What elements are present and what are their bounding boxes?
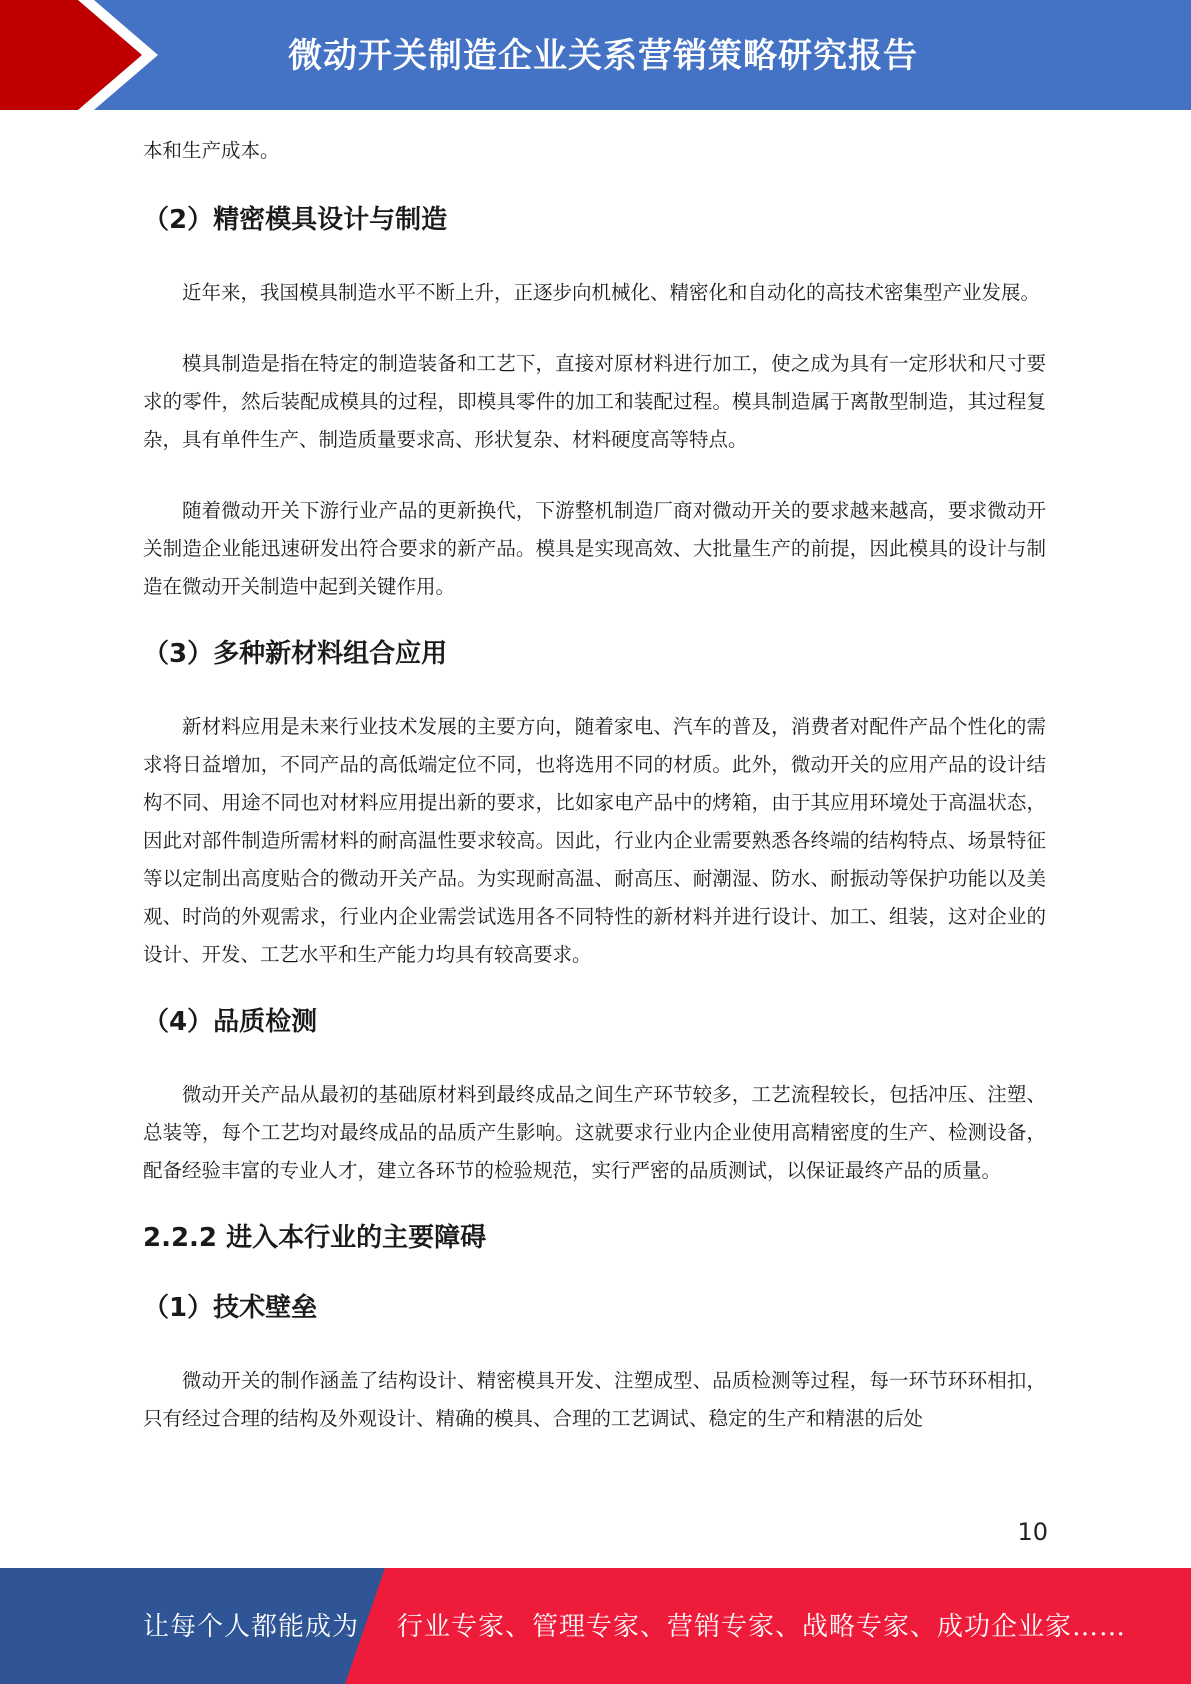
footer-banner (0, 1568, 1191, 1684)
section-heading-1: （1）技术壁垒 (143, 1293, 318, 1323)
footer-slogan-right: 行业专家、管理专家、营销专家、战略专家、成功企业家…… (397, 1612, 1127, 1642)
paragraph: 新材料应用是未来行业技术发展的主要方向，随着家电、汽车的普及，消费者对配件产品个性化的需求将日益增加，不同产品的高低端定位不同，也将选用不同的材质。此外，微动开关的应用产品的设计结构不同、用途不同也对材料应用提出新的要求，比如家电产品中的烤箱，由于其应用环境处于高温状态，因此对部件制造所需材料的耐高温性要求较高。因此，行业内企业需要熟悉各终端的结构特点、场景特征等以定制出高度贴合的微动开关产品。为实现耐高温、耐高压、耐潮湿、防水、耐振动等保护功能以及美观、时尚的外观需求，行业内企业需尝试选用各不同特性的新材料并进行设计、加工、组装，这对企业的设计、开发、工艺水平和生产能力均具有较高要求。 (143, 715, 1046, 966)
footer-slogan-left: 让每个人都能成为 (143, 1612, 360, 1642)
paragraph: 模具制造是指在特定的制造装备和工艺下，直接对原材料进行加工，使之成为具有一定形状和尺寸要求的零件，然后装配成模具的过程，即模具零件的加工和装配过程。模具制造属于离散型制造，其过程复杂，具有单件生产、制造质量要求高、形状复杂、材料硬度高等特点。 (143, 352, 1046, 451)
document-body (143, 132, 1046, 1438)
section-heading-4: （4）品质检测 (143, 1007, 318, 1037)
section-heading-3: （3）多种新材料组合应用 (143, 639, 448, 669)
paragraph: 近年来，我国模具制造水平不断上升，正逐步向机械化、精密化和自动化的高技术密集型产业发展。 (182, 281, 1041, 304)
paragraph: 微动开关产品从最初的基础原材料到最终成品之间生产环节较多，工艺流程较长，包括冲压、注塑、总装等，每个工艺均对最终成品的品质产生影响。这就要求行业内企业使用高精密度的生产、检测设备，配备经验丰富的专业人才，建立各环节的检验规范，实行严密的品质测试，以保证最终产品的质量。 (143, 1083, 1046, 1182)
header-banner (0, 0, 1191, 110)
section-heading-2: （2）精密模具设计与制造 (143, 205, 448, 235)
page-number: 10 (1017, 1518, 1048, 1546)
document-title: 微动开关制造企业关系营销策略研究报告 (288, 36, 918, 76)
paragraph: 微动开关的制作涵盖了结构设计、精密模具开发、注塑成型、品质检测等过程，每一环节环环相扣，只有经过合理的结构及外观设计、精确的模具、合理的工艺调试、稳定的生产和精湛的后处 (143, 1369, 1046, 1430)
subsection-heading-2-2-2: 2.2.2 进入本行业的主要障碍 (143, 1223, 487, 1253)
paragraph-continued: 本和生产成本。 (143, 139, 280, 162)
paragraph: 随着微动开关下游行业产品的更新换代，下游整机制造厂商对微动开关的要求越来越高，要求微动开关制造企业能迅速研发出符合要求的新产品。模具是实现高效、大批量生产的前提，因此模具的设计与制造在微动开关制造中起到关键作用。 (143, 499, 1046, 598)
